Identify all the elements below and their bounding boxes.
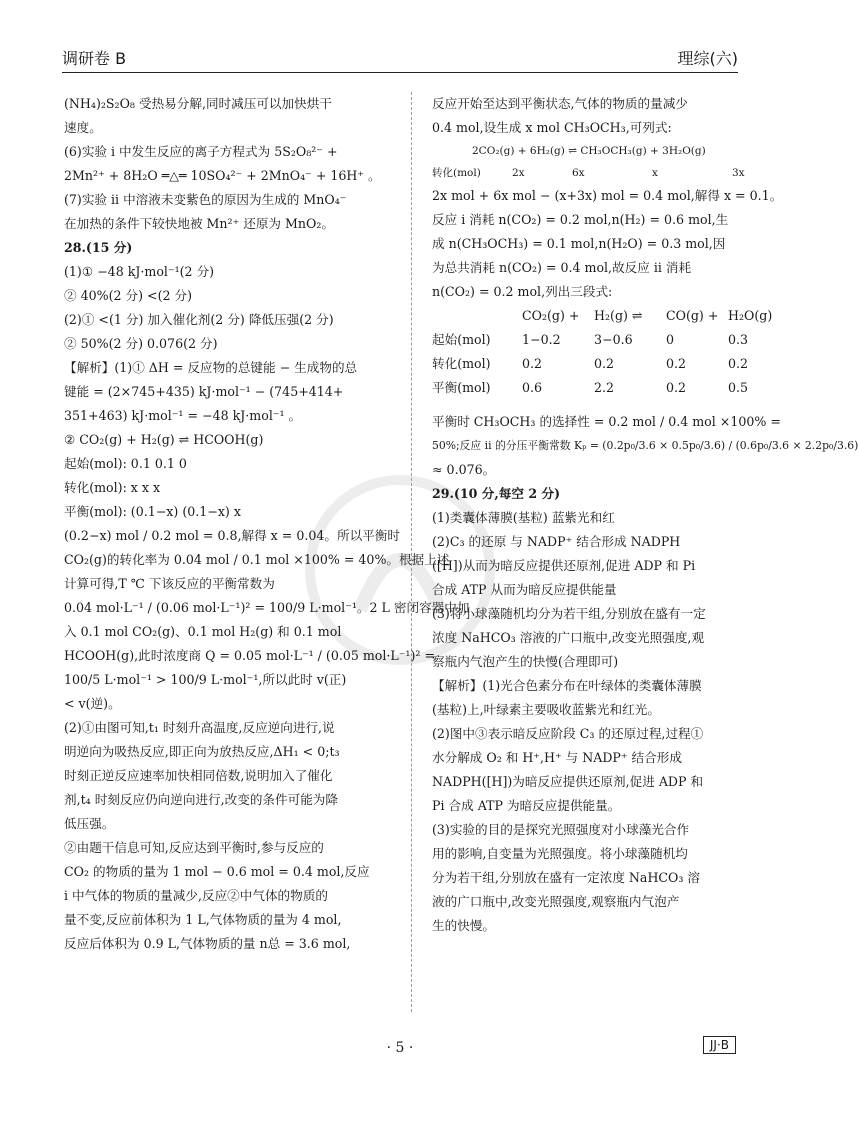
row-value: 0.6 bbox=[522, 380, 543, 395]
text-line: (3)实验的目的是探究光照强度对小球藻光合作 bbox=[432, 822, 690, 837]
right-column bbox=[432, 92, 858, 938]
text-line: CO₂(g)的转化率为 0.04 mol / 0.1 mol ×100% = 40%。根据上述 bbox=[64, 552, 450, 567]
text-line: 时刻正逆反应速率加快相同倍数,说明加入了催化 bbox=[64, 768, 333, 783]
text-line: 反应开始至达到平衡状态,气体的物质的量减少 bbox=[432, 96, 688, 111]
text-line: < v(逆)。 bbox=[64, 696, 121, 711]
text-line: 反应后体积为 0.9 L,气体物质的量 n总 = 3.6 mol, bbox=[64, 936, 351, 951]
edition-badge: JJ·B bbox=[703, 1036, 736, 1054]
row-value: 3−0.6 bbox=[594, 332, 633, 347]
text-line: NADPH([H])为暗反应提供还原剂,促进 ADP 和 bbox=[432, 774, 704, 789]
row-value: 2.2 bbox=[594, 380, 615, 395]
text-line: 0.04 mol·L⁻¹ / (0.06 mol·L⁻¹)² = 100/9 L·mol⁻¹。2 L 密闭容器中加 bbox=[64, 600, 470, 615]
text-line: (NH₄)₂S₂O₈ 受热易分解,同时减压可以加快烘干 bbox=[64, 96, 332, 111]
row-value: 3x bbox=[732, 167, 745, 179]
text-line: (1)① −48 kJ·mol⁻¹(2 分) bbox=[64, 264, 215, 279]
question-28-heading: 28.(15 分) bbox=[64, 240, 133, 255]
row-value: 0.2 bbox=[594, 356, 615, 371]
text-line: 用的影响,自变量为光照强度。将小球藻随机均 bbox=[432, 846, 688, 861]
text-line: Pi 合成 ATP 为暗反应提供能量。 bbox=[432, 798, 621, 813]
text-line: 为总共消耗 n(CO₂) = 0.4 mol,故反应 ii 消耗 bbox=[432, 260, 692, 275]
row-value: 2x bbox=[512, 167, 525, 179]
text-line: (基粒)上,叶绿素主要吸收蓝紫光和红光。 bbox=[432, 702, 660, 717]
text-line: 低压强。 bbox=[64, 816, 115, 831]
equation-line: 转化(mol): x x x bbox=[64, 480, 161, 495]
equation-line: 起始(mol): 0.1 0.1 0 bbox=[64, 456, 187, 471]
species: CO₂(g) + bbox=[522, 308, 580, 323]
text-line: 合成 ATP 从而为暗反应提供能量 bbox=[432, 582, 617, 597]
equation-2-row bbox=[432, 328, 749, 352]
text-line: (3)将小球藻随机均分为若干组,分别放在盛有一定 bbox=[432, 606, 706, 621]
text-line: 0.4 mol,设生成 x mol CH₃OCH₃,可列式: bbox=[432, 120, 672, 135]
text-line: (2)图中③表示暗反应阶段 C₃ 的还原过程,过程① bbox=[432, 726, 704, 741]
text-line: 液的广口瓶中,改变光照强度,观察瓶内气泡产 bbox=[432, 894, 680, 909]
text-line: ② 40%(2 分) <(2 分) bbox=[64, 288, 193, 303]
equation-2-row bbox=[432, 352, 749, 376]
text-line: 察瓶内气泡产生的快慢(合理即可) bbox=[432, 654, 619, 669]
text-line: 50%;反应 ii 的分压平衡常数 Kₚ = (0.2p₀/3.6 × 0.5p₀/3.6) / (0.6p₀/3.6 × 2.2p₀/3.6) bbox=[432, 439, 858, 452]
page-header bbox=[62, 42, 738, 73]
text-line: ②由题干信息可知,反应达到平衡时,参与反应的 bbox=[64, 840, 324, 855]
analysis-line: 【解析】(1)① ΔH = 反应物的总键能 − 生成物的总 bbox=[64, 360, 358, 375]
row-label: 转化(mol) bbox=[432, 356, 491, 371]
text-line: (2)① <(1 分) 加入催化剂(2 分) 降低压强(2 分) bbox=[64, 312, 334, 327]
row-value: x bbox=[652, 167, 658, 179]
text-line: 100/5 L·mol⁻¹ > 100/9 L·mol⁻¹,所以此时 v(正) bbox=[64, 672, 347, 687]
text-line: 剂,t₄ 时刻反应仍向逆向进行,改变的条件可能为降 bbox=[64, 792, 338, 807]
text-line: 水分解成 O₂ 和 H⁺,H⁺ 与 NADP⁺ 结合形成 bbox=[432, 750, 682, 765]
text-line: i 中气体的物质的量减少,反应②中气体的物质的 bbox=[64, 888, 328, 903]
equation-2-header bbox=[432, 304, 773, 328]
equation-1-row bbox=[432, 162, 744, 184]
row-value: 0.2 bbox=[522, 356, 543, 371]
row-value: 6x bbox=[572, 167, 585, 179]
text-line: 成 n(CH₃OCH₃) = 0.1 mol,n(H₂O) = 0.3 mol,因 bbox=[432, 236, 726, 251]
row-value: 0.2 bbox=[666, 356, 687, 371]
text-line: (2)C₃ 的还原 与 NADP⁺ 结合形成 NADPH bbox=[432, 534, 681, 549]
species: H₂(g) ⇌ bbox=[594, 308, 643, 323]
row-value: 1−0.2 bbox=[522, 332, 561, 347]
text-line: 351+463) kJ·mol⁻¹ = −48 kJ·mol⁻¹ 。 bbox=[64, 408, 302, 423]
text-line: 速度。 bbox=[64, 120, 102, 135]
text-line: (2)①由图可知,t₁ 时刻升高温度,反应逆向进行,说 bbox=[64, 720, 335, 735]
row-value: 0.3 bbox=[728, 332, 749, 347]
page-number: · 5 · bbox=[386, 1040, 414, 1056]
row-label: 平衡(mol) bbox=[432, 380, 491, 395]
text-line: CO₂ 的物质的量为 1 mol − 0.6 mol = 0.4 mol,反应 bbox=[64, 864, 370, 879]
text-line: ≈ 0.076。 bbox=[432, 462, 496, 477]
species: H₂O(g) bbox=[728, 308, 773, 323]
text-line: (0.2−x) mol / 0.2 mol = 0.8,解得 x = 0.04。所以平衡时 bbox=[64, 528, 400, 543]
equation-2-row bbox=[432, 376, 749, 400]
text-line: 明逆向为吸热反应,即正向为放热反应,ΔH₁ < 0;t₃ bbox=[64, 744, 340, 759]
equation-line: ② CO₂(g) + H₂(g) ⇌ HCOOH(g) bbox=[64, 432, 264, 447]
text-line: ([H])从而为暗反应提供还原剂,促进 ADP 和 Pi bbox=[432, 558, 696, 573]
text-line: (7)实验 ii 中溶液未变紫色的原因为生成的 MnO₄⁻ bbox=[64, 192, 347, 207]
row-label: 转化(mol) bbox=[432, 167, 481, 179]
analysis-line: 【解析】(1)光合色素分布在叶绿体的类囊体薄膜 bbox=[432, 678, 702, 693]
exam-title: 调研卷 B bbox=[62, 49, 127, 68]
text-line: (6)实验 i 中发生反应的离子方程式为 5S₂O₈²⁻ + bbox=[64, 144, 338, 159]
text-line: 浓度 NaHCO₃ 溶液的广口瓶中,改变光照强度,观 bbox=[432, 630, 705, 645]
equation-line: 平衡(mol): (0.1−x) (0.1−x) x bbox=[64, 504, 241, 519]
text-line: 反应 i 消耗 n(CO₂) = 0.2 mol,n(H₂) = 0.6 mol,生 bbox=[432, 212, 729, 227]
text-line: 2x mol + 6x mol − (x+3x) mol = 0.4 mol,解得 x = 0.1。 bbox=[432, 188, 783, 203]
text-line: 在加热的条件下较快地被 Mn²⁺ 还原为 MnO₂。 bbox=[64, 216, 334, 231]
text-line: 分为若干组,分别放在盛有一定浓度 NaHCO₃ 溶 bbox=[432, 870, 701, 885]
row-value: 0 bbox=[666, 332, 675, 347]
text-line: 生的快慢。 bbox=[432, 918, 495, 933]
row-value: 0.2 bbox=[666, 380, 687, 395]
text-line: HCOOH(g),此时浓度商 Q = 0.05 mol·L⁻¹ / (0.05 mol·L⁻¹)² = bbox=[64, 648, 435, 663]
question-29-heading: 29.(10 分,每空 2 分) bbox=[432, 486, 561, 501]
text-line: 平衡时 CH₃OCH₃ 的选择性 = 0.2 mol / 0.4 mol ×100% = bbox=[432, 414, 781, 429]
subject-title: 理综(六) bbox=[677, 49, 738, 68]
species: CO(g) + bbox=[666, 308, 719, 323]
equation-1: 2CO₂(g) + 6H₂(g) ⇌ CH₃OCH₃(g) + 3H₂O(g) bbox=[472, 145, 706, 157]
row-value: 0.5 bbox=[728, 380, 749, 395]
text-line: ② 50%(2 分) 0.076(2 分) bbox=[64, 336, 218, 351]
text-line: 2Mn²⁺ + 8H₂O ═△═ 10SO₄²⁻ + 2MnO₄⁻ + 16H⁺ 。 bbox=[64, 168, 381, 183]
text-line: n(CO₂) = 0.2 mol,列出三段式: bbox=[432, 284, 613, 299]
text-line: 量不变,反应前体积为 1 L,气体物质的量为 4 mol, bbox=[64, 912, 342, 927]
text-line: 键能 = (2×745+435) kJ·mol⁻¹ − (745+414+ bbox=[64, 384, 344, 399]
text-line: (1)类囊体薄膜(基粒) 蓝紫光和红 bbox=[432, 510, 615, 525]
row-label: 起始(mol) bbox=[432, 332, 491, 347]
text-line: 计算可得,T ℃ 下该反应的平衡常数为 bbox=[64, 576, 275, 591]
row-value: 0.2 bbox=[728, 356, 749, 371]
text-line: 入 0.1 mol CO₂(g)、0.1 mol H₂(g) 和 0.1 mol bbox=[64, 624, 342, 639]
